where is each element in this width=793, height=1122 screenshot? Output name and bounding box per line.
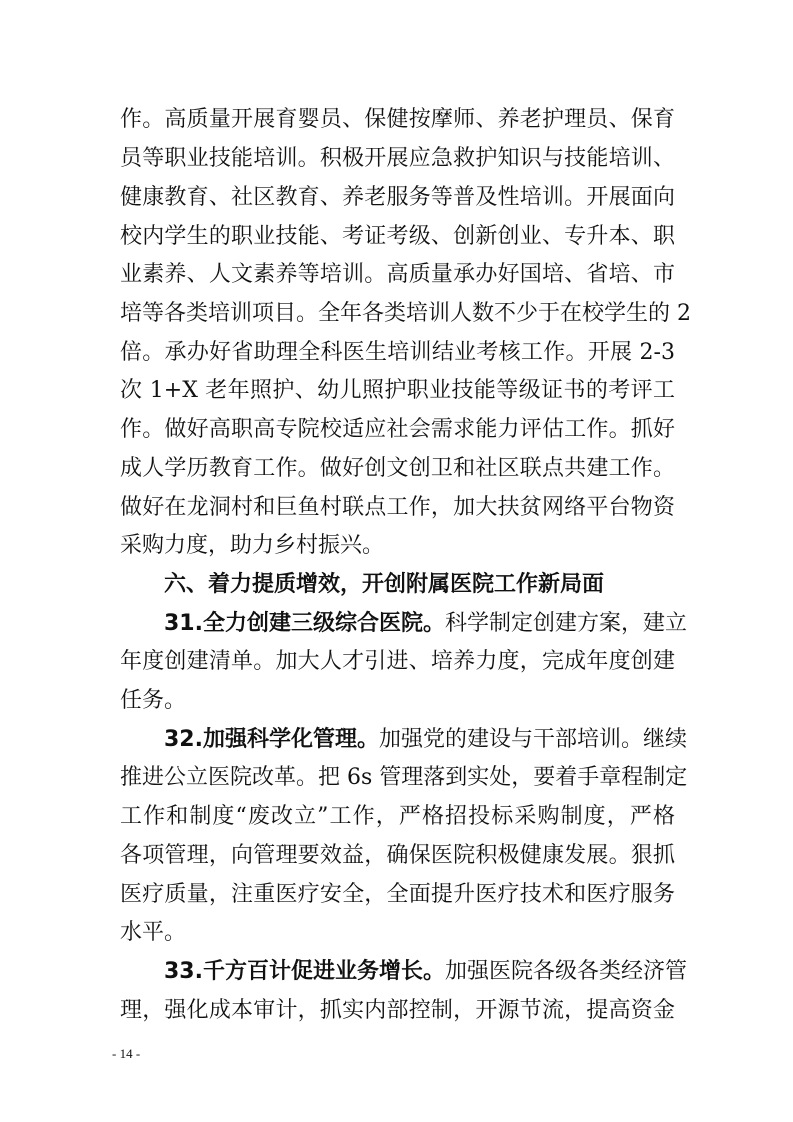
body-line-12: 采购力度，助力乡村振兴。 xyxy=(120,533,385,558)
item-32-line-6: 水平。 xyxy=(120,920,187,945)
item-32-line-4: 各项管理，向管理要效益，确保医院积极健康发展。狠抓 xyxy=(120,843,675,868)
body-line-10: 成人学历教育工作。做好创文创卫和社区联点共建工作。 xyxy=(120,456,675,481)
item-31-line-3: 任务。 xyxy=(120,688,187,713)
body-line-6: 培等各类培训项目。全年各类培训人数不少于在校学生的 2 xyxy=(120,301,691,326)
item-31-line-1 xyxy=(164,611,687,637)
body-line-5: 业素养、人文素养等培训。高质量承办好国培、省培、市 xyxy=(120,262,675,287)
body-line-3: 健康教育、社区教育、养老服务等普及性培训。开展面向 xyxy=(120,185,675,210)
body-line-2: 员等职业技能培训。积极开展应急救护知识与技能培训、 xyxy=(120,146,675,171)
item-32-title: 32.加强科学化管理。 xyxy=(164,727,379,752)
body-line-7: 倍。承办好省助理全科医生培训结业考核工作。开展 2-3 xyxy=(120,340,675,365)
item-32-line-3: 工作和制度“废改立”工作，严格招投标采购制度，严格 xyxy=(120,804,675,829)
item-31-text: 科学制定创建方案，建立 xyxy=(444,611,687,636)
page-number: - 14 - xyxy=(112,1046,141,1061)
body-line-4: 校内学生的职业技能、考证考级、创新创业、专升本、职 xyxy=(120,224,675,249)
body-line-8: 次 1+X 老年照护、幼儿照护职业技能等级证书的考评工 xyxy=(120,378,675,403)
item-33-title: 33.千方百计促进业务增长。 xyxy=(164,959,445,984)
item-32-text: 加强党的建设与干部培训。继续 xyxy=(378,727,687,752)
section-heading: 六、着力提质增效，开创附属医院工作新局面 xyxy=(164,572,605,597)
item-32-line-1 xyxy=(164,727,687,753)
item-32-line-2: 推进公立医院改革。把 6s 管理落到实处，要着手章程制定 xyxy=(120,765,688,790)
item-32-line-5: 医疗质量，注重医疗安全，全面提升医疗技术和医疗服务 xyxy=(120,882,675,907)
item-31-line-2: 年度创建清单。加大人才引进、培养力度，完成年度创建 xyxy=(120,649,675,674)
body-line-11: 做好在龙洞村和巨鱼村联点工作，加大扶贫网络平台物资 xyxy=(120,495,675,520)
item-33-line-1 xyxy=(164,959,687,985)
body-line-9: 作。做好高职高专院校适应社会需求能力评估工作。抓好 xyxy=(120,417,675,442)
item-33-text: 加强医院各级各类经济管 xyxy=(444,959,687,984)
body-line-1: 作。高质量开展育婴员、保健按摩师、养老护理员、保育 xyxy=(120,107,675,132)
item-31-title: 31.全力创建三级综合医院。 xyxy=(164,611,445,636)
item-33-line-2: 理，强化成本审计，抓实内部控制，开源节流，提高资金 xyxy=(120,998,675,1023)
